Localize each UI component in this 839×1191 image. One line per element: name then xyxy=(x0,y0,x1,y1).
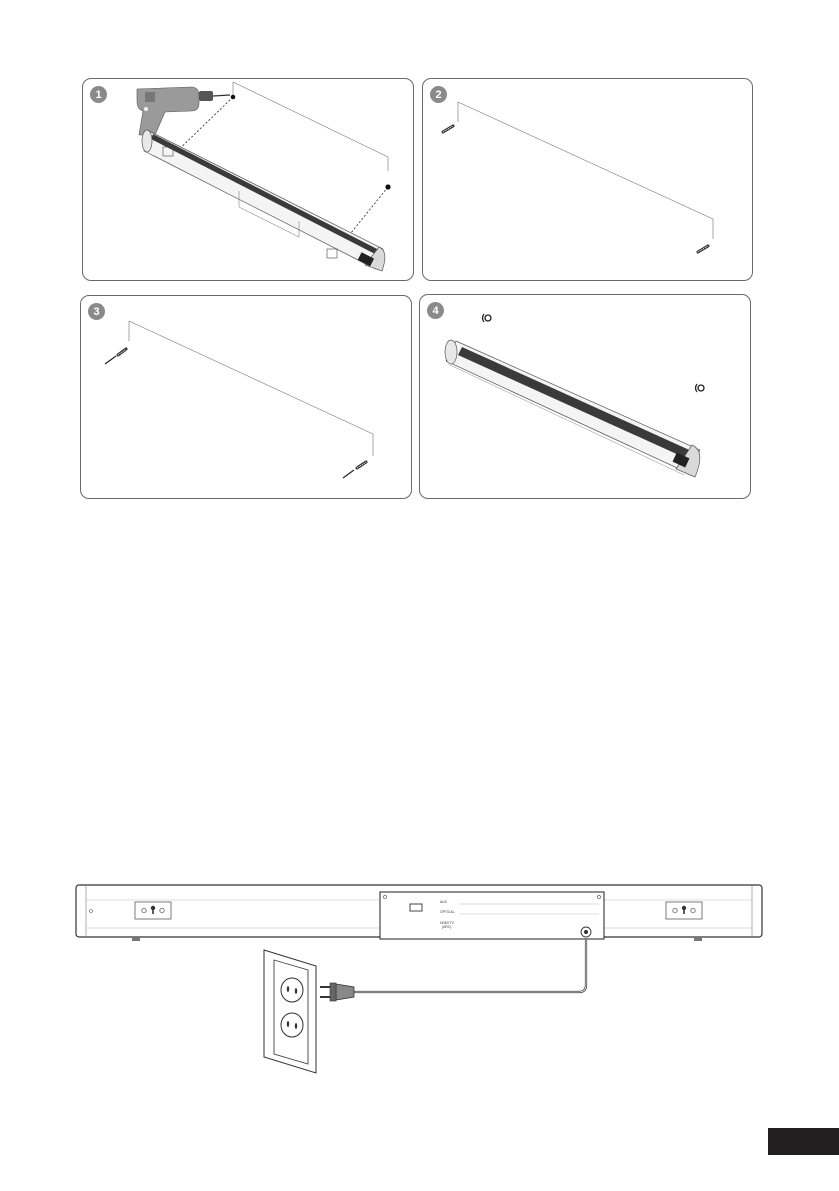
page-tab xyxy=(768,1128,839,1155)
step-1-illustration xyxy=(83,79,413,280)
drill-icon xyxy=(137,87,230,135)
wall-outlet-icon xyxy=(264,950,316,1073)
wall-guide-line-top xyxy=(233,82,388,157)
step-4-illustration xyxy=(420,295,750,498)
soundbar-illustration xyxy=(142,130,385,271)
power-plug-icon xyxy=(320,983,354,1001)
step-1-panel xyxy=(82,78,414,281)
aux-label: AUX xyxy=(440,900,447,904)
step-4-panel xyxy=(419,294,751,499)
step-2-number: 2 xyxy=(435,88,442,101)
rear-panel-power-diagram xyxy=(74,880,766,1080)
soundbar-rear-view xyxy=(76,885,762,941)
soundbar-mounted-illustration xyxy=(445,340,700,477)
step-3-panel xyxy=(80,295,412,499)
hdmi-label-line2: (ARC) xyxy=(442,925,452,929)
wall-guide-line xyxy=(458,102,713,219)
screw-left-icon xyxy=(105,349,126,364)
connector-panel xyxy=(380,892,604,939)
hdmi-label-line1: HDMI TV xyxy=(440,921,454,925)
screw-head-right-icon xyxy=(696,384,705,392)
step-2-panel xyxy=(422,78,753,281)
wall-anchor-left-icon xyxy=(443,126,453,132)
optical-label: OPTICAL xyxy=(440,910,455,914)
step-2-illustration xyxy=(423,79,752,280)
step-1-number: 1 xyxy=(95,88,102,101)
keyhole-bracket-right-icon xyxy=(666,902,702,919)
drill-hole-right xyxy=(385,184,390,189)
screw-right-icon xyxy=(343,462,366,478)
step-4-number: 4 xyxy=(432,304,439,317)
power-cord xyxy=(354,938,586,992)
wall-guide-line xyxy=(129,321,373,434)
wall-anchor-right-icon xyxy=(698,246,708,252)
drill-hole-left xyxy=(231,95,236,100)
step-3-number: 3 xyxy=(93,305,100,318)
keyhole-bracket-left-icon xyxy=(135,902,171,919)
screw-head-left-icon xyxy=(483,314,492,322)
step-3-illustration xyxy=(81,296,411,498)
